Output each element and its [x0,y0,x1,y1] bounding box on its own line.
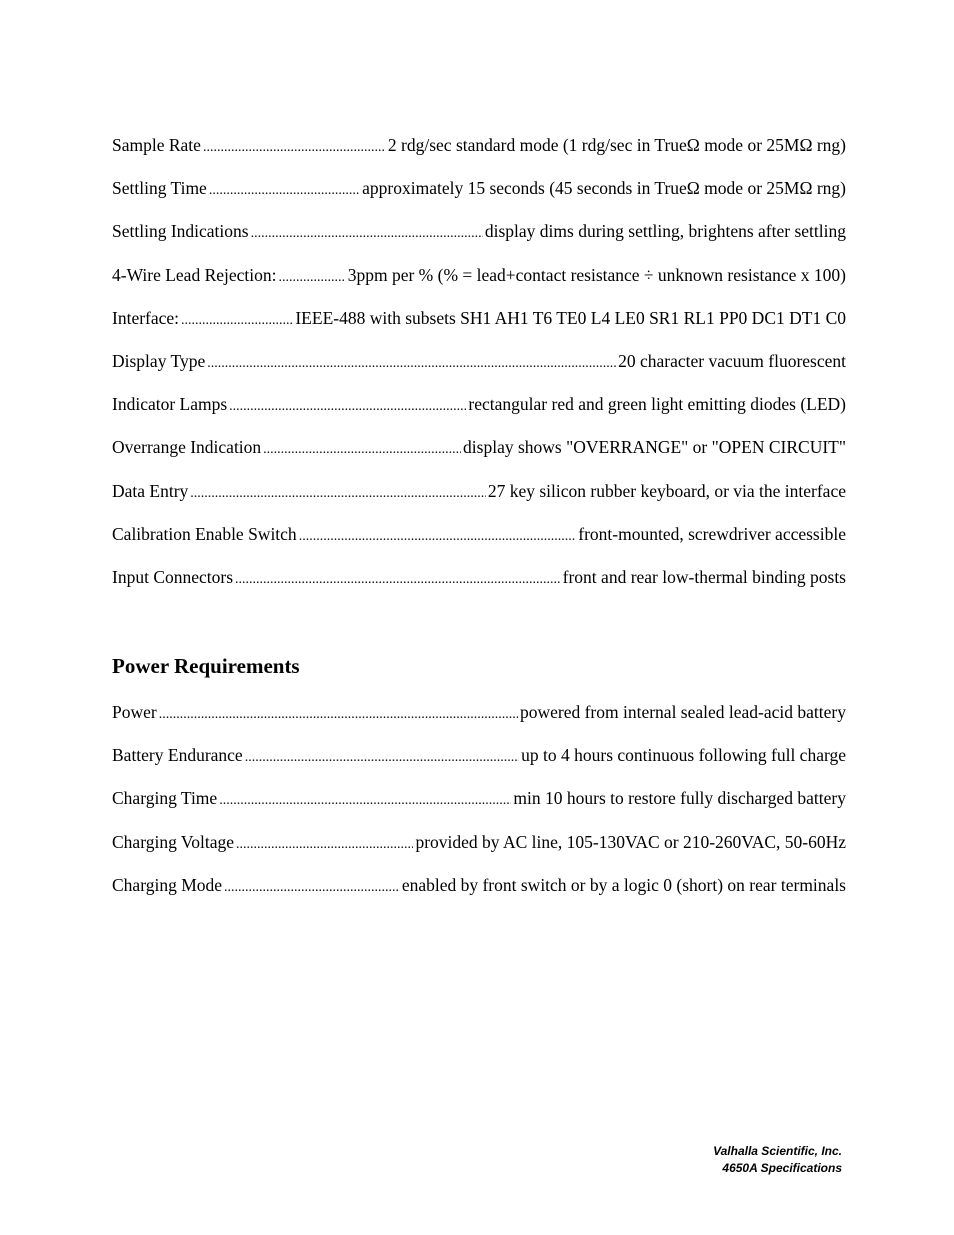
spec-row-settling-time [112,175,846,218]
power-spec-list [112,699,846,915]
dot-leader [263,434,461,463]
spec-row-charging-voltage [112,829,846,872]
section-heading: Power Requirements [112,654,300,678]
spec-label: 4-Wire Lead Rejection: [112,264,277,285]
dot-leader [190,478,486,507]
spec-value: approximately 15 seconds (45 seconds in TrueΩ mode or 25MΩ rng) [362,178,846,199]
footer-company: Valhalla Scientific, Inc. [713,1144,842,1158]
dot-leader [299,521,577,550]
general-spec-list [112,132,846,607]
spec-value: front and rear low-thermal binding posts [562,566,846,587]
dot-leader [279,262,346,291]
spec-label: Sample Rate [112,135,201,155]
spec-value: IEEE-488 with subsets SH1 AH1 T6 TE0 L4 LE0 SR1 RL1 PP0 DC1 DT1 C0 [295,307,846,328]
spec-label: Indicator Lamps [112,394,228,415]
spec-value: powered from internal sealed lead-acid battery [519,702,846,722]
spec-value: display shows "OVERRANGE" or "OPEN CIRCUIT" [463,437,846,458]
spec-value: 3ppm per % (% = lead+contact resistance ÷ unknown resistance x 100) [347,264,846,285]
dot-leader [235,564,561,593]
spec-row-charging-time [112,785,846,828]
spec-label: Display Type [112,350,206,371]
spec-value: up to 4 hours continuous following full charge [521,745,846,766]
dot-leader [181,305,293,334]
spec-value: front-mounted, screwdriver accessible [578,523,846,544]
spec-value: 27 key silicon rubber keyboard, or via the interface [487,480,846,501]
dot-leader [159,699,518,728]
dot-leader [245,742,519,771]
spec-row-sample-rate [112,132,846,175]
spec-row-settling-indications [112,218,846,261]
spec-row-charging-mode [112,872,846,915]
spec-label: Charging Mode [112,874,223,895]
dot-leader [224,872,400,901]
dot-leader [219,785,511,814]
spec-label: Power [112,702,157,722]
footer-document-title: 4650A Specifications [722,1161,842,1175]
spec-row-battery-endurance [112,742,846,785]
spec-row-display-type [112,348,846,391]
spec-row-calibration-switch [112,521,846,564]
dot-leader [236,829,413,858]
spec-label: Battery Endurance [112,745,243,766]
spec-row-overrange-indication [112,434,846,477]
spec-label: Calibration Enable Switch [112,523,297,544]
spec-row-power [112,699,846,742]
spec-value: 2 rdg/sec standard mode (1 rdg/sec in TrueΩ mode or 25MΩ rng) [387,135,846,155]
spec-value: enabled by front switch or by a logic 0 (short) on rear terminals [401,874,846,895]
spec-row-input-connectors [112,564,846,607]
dot-leader [251,218,483,247]
dot-leader [229,391,466,420]
dot-leader [203,132,386,161]
spec-label: Interface: [112,307,180,328]
dot-leader [207,348,616,377]
spec-value: 20 character vacuum fluorescent [618,350,846,371]
spec-row-lead-rejection [112,262,846,305]
spec-label: Settling Time [112,178,207,199]
dot-leader [209,175,360,204]
spec-label: Settling Indications [112,221,249,242]
spec-label: Input Connectors [112,566,234,587]
spec-row-data-entry [112,478,846,521]
spec-value: provided by AC line, 105-130VAC or 210-260VAC, 50-60Hz [415,831,846,852]
spec-label: Charging Voltage [112,831,235,852]
spec-label: Data Entry [112,480,189,501]
spec-row-indicator-lamps [112,391,846,434]
spec-value: min 10 hours to restore fully discharged battery [513,788,846,809]
spec-label: Charging Time [112,788,218,809]
page-footer [713,1143,842,1177]
spec-label: Overrange Indication [112,437,262,458]
spec-row-interface [112,305,846,348]
spec-value: display dims during settling, brightens after settling [484,221,846,242]
spec-value: rectangular red and green light emitting diodes (LED) [468,394,846,415]
